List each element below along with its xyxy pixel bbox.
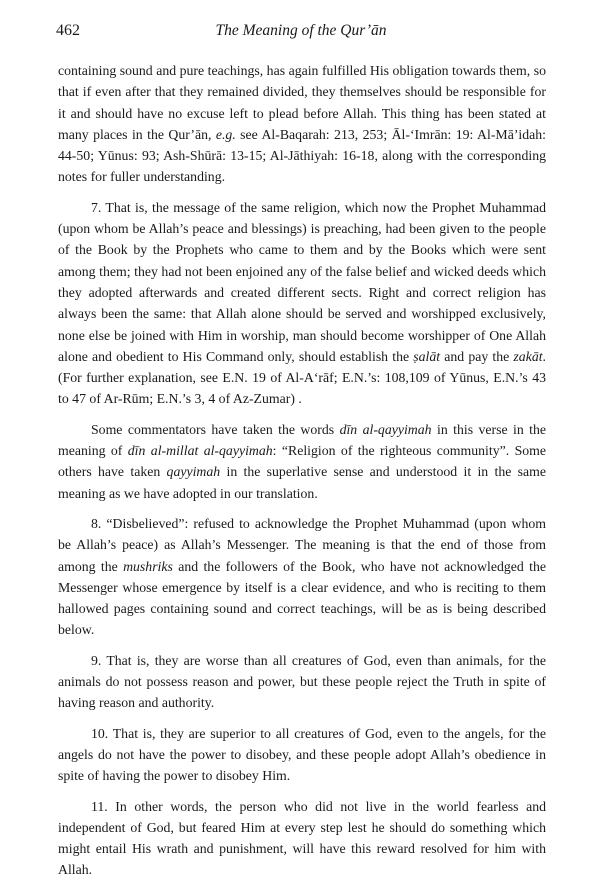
italic-term: e.g. (215, 126, 236, 142)
note-7 (58, 197, 546, 410)
note-11 (58, 796, 546, 881)
text-run: containing sound and pure teachings, has again fulfilled His obligation towards them, so that if even after that they remained divided, they themselves should be responsible for it and should have no excuse left to plead before Allah. This thing has been stated at many places in the Qur’ān, (58, 63, 546, 142)
text-run: 11. In other words, the person who did not live in the world fearless and independent of God, but feared Him at every step lest he should do something which might entail His wrath and punishment, will have this reward resolved for him with Allah. (58, 798, 546, 878)
text-run: : “Religion of the righteous community”. Some others have taken (58, 443, 547, 480)
italic-term: ṣalāt (413, 348, 441, 364)
page-body (58, 60, 546, 881)
text-run: in the superlative sense and understood it in the same meaning as we have adopted in our translation. (58, 464, 546, 501)
page-number: 462 (56, 22, 80, 39)
text-run: . (For further explanation, see E.N. 19 of Al-A‘rāf; E.N.’s: 108,109 of Yūnus, E.N.’s 43 to 47 of Ar-Rūm; E.N.’s 3, 4 of Az-Zumar) . (58, 348, 546, 407)
page-header (56, 22, 546, 44)
note-7-commentary (58, 419, 546, 504)
text-run: and pay the (440, 348, 514, 364)
text-run: see Al-Baqarah: 213, 253; Āl-‘Imrān: 19: Al-Mā’idah: 44-50; Yūnus: 93; Ash-Shūrā: 13-15; Al-Jāthiyah: 16-18, along with the corresponding notes for fuller understanding. (58, 126, 546, 185)
italic-term: dīn al-millat al-qayyimah (127, 443, 273, 459)
italic-term: qayyimah (166, 464, 221, 480)
italic-term: mushriks (123, 558, 173, 574)
text-run: in this verse in the meaning of (58, 421, 546, 459)
text-run: Some commentators have taken the words (91, 421, 340, 437)
text-run: 8. “Disbelieved”: refused to acknowledge the Prophet Muhammad (upon whom be Allah’s peace) as Allah’s Messenger. The meaning is that the end of those from among the (58, 515, 546, 574)
note-8 (58, 513, 546, 641)
note-10 (58, 723, 546, 787)
italic-term: dīn al-qayyimah (339, 421, 432, 437)
text-run: 9. That is, they are worse than all creatures of God, even than animals, for the animals do not possess reason and power, but these people reject the Truth in spite of having reason and authority. (58, 652, 546, 711)
italic-term: zakāt (513, 348, 543, 364)
text-run: 10. That is, they are superior to all creatures of God, even to the angels, for the angels do not have the power to disobey, and these people adopt Allah’s obedience in spite of having the power to disobey Him. (58, 725, 546, 784)
note-9 (58, 650, 546, 714)
text-run: 7. That is, the message of the same religion, which now the Prophet Muhammad (upon whom be Allah’s peace and blessings) is preaching, had been given to the people of the Book by the Prophets who came to them and by the Books which were sent among them; they had not been enjoined any of the false belief and wicked deeds which they adopted afterwards and created different sects. Right and correct religion has always been the same: that Allah alone should be served and worshipped exclusively, none else be joined with Him in worship, man should become worshipper of One Allah alone and obedient to His Command only, should establish the (58, 199, 546, 364)
paragraph-continuation (58, 60, 546, 188)
running-title: The Meaning of the Qur’ān (215, 22, 387, 39)
text-run: and the followers of the Book, who have not acknowledged the Messenger whose emergence by itself is a clear evidence, and who is reciting to them hallowed pages containing sound and correct teachings, will be as is being described below. (58, 558, 546, 638)
